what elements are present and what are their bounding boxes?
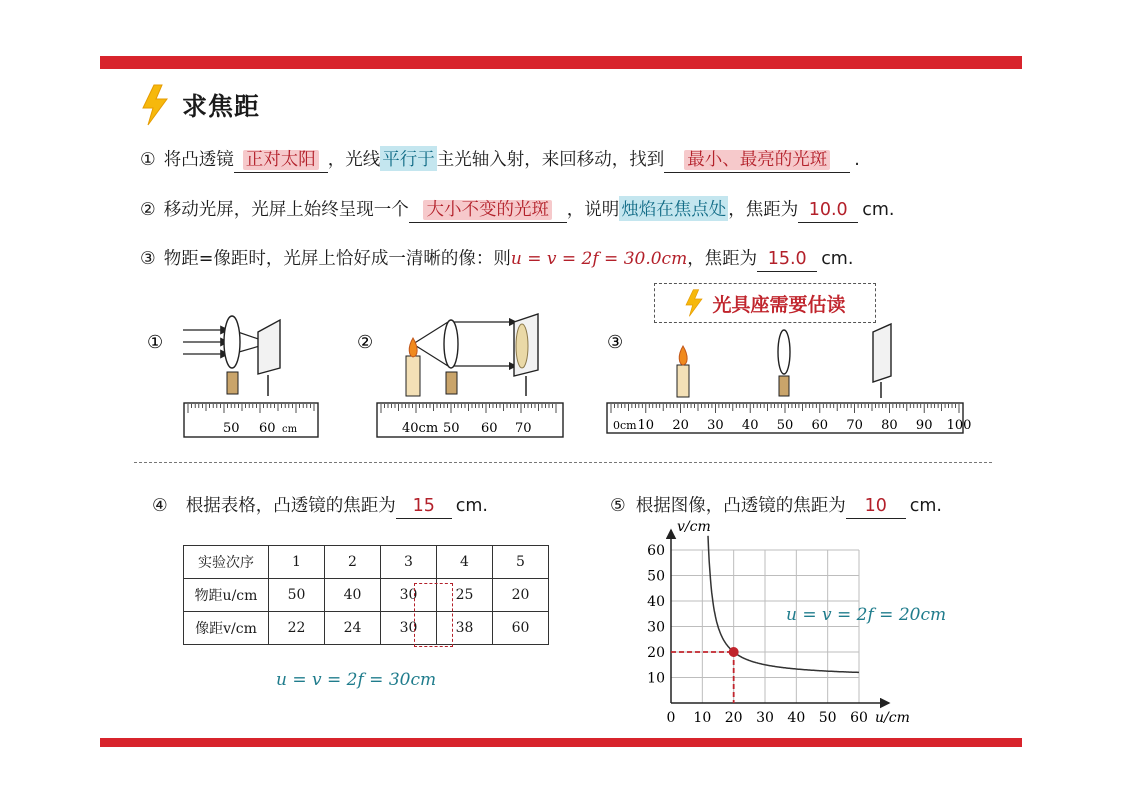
answer-text: 大小不变的光斑	[423, 200, 552, 220]
x-tick-label: 0	[666, 710, 676, 726]
x-tick-label: 50	[818, 710, 837, 726]
unit: cm.	[455, 496, 488, 516]
text: 移动光屏，光屏上始终呈现一个	[163, 200, 409, 220]
text: ，说明	[566, 200, 620, 220]
x-axis-label: u/cm	[875, 710, 910, 726]
x-tick-label: 60	[850, 710, 868, 726]
y-tick-label: 50	[647, 568, 665, 585]
row-label: 像距v/cm	[184, 612, 269, 645]
table-cell: 40	[325, 579, 381, 612]
tick-label: 80	[881, 418, 898, 433]
answer-text: 15	[412, 496, 435, 516]
y-tick-label: 20	[647, 645, 665, 661]
table-cell: 30	[381, 612, 437, 645]
unit: cm.	[862, 200, 895, 220]
answer-text: 正对太阳	[243, 150, 319, 170]
table-cell: 3	[381, 546, 437, 579]
answer-text: 10.0	[808, 200, 848, 220]
text: 主光轴入射，来回移动，找到	[436, 150, 665, 170]
line-number: ②	[140, 200, 156, 220]
tick-label: 40cm	[402, 421, 439, 436]
text: 根据图像，凸透镜的焦距为	[635, 496, 846, 516]
y-tick-label: 10	[647, 670, 665, 687]
y-tick-label: 60	[647, 543, 665, 559]
table-cell: 38	[437, 612, 493, 645]
x-tick-label: 30	[756, 710, 774, 726]
tick-label: 30	[707, 418, 724, 433]
table-cell: 2	[325, 546, 381, 579]
tick-unit: cm	[282, 424, 298, 435]
tick-label: 70	[846, 418, 863, 433]
text: .	[854, 150, 860, 170]
section-number: ④	[152, 496, 168, 516]
diagram-number: ③	[607, 332, 624, 353]
highlight-text: 烛焰在焦点处	[619, 196, 728, 221]
table-cell: 24	[325, 612, 381, 645]
table-cell: 22	[269, 612, 325, 645]
formula: u = v = 2f = 30.0cm	[510, 249, 688, 269]
answer-text: 15.0	[767, 249, 807, 269]
graph-annotation: u = v = 2f = 20cm	[786, 605, 947, 625]
tick-label: 50	[223, 421, 240, 436]
tick-label: 100	[946, 418, 972, 433]
line-number: ①	[140, 150, 156, 170]
tick-label: 90	[915, 418, 933, 433]
unit: cm.	[909, 496, 942, 516]
table-cell: 25	[437, 579, 493, 612]
text: ，焦距为	[728, 200, 799, 220]
tick-label: 60	[811, 418, 829, 433]
table-cell: 30	[381, 579, 437, 612]
tick-label: 40	[741, 418, 759, 433]
diagram-number: ①	[147, 332, 164, 353]
table-cell: 1	[269, 546, 325, 579]
text: ，焦距为	[687, 249, 758, 269]
row-label: 实验次序	[184, 546, 269, 579]
tick-label: 60	[481, 421, 498, 436]
answer-text: 10	[864, 496, 887, 516]
text: 将凸透镜	[163, 150, 234, 170]
tick-label: 0cm	[613, 419, 637, 432]
x-tick-label: 20	[724, 710, 743, 726]
section-number: ⑤	[610, 496, 626, 516]
table-cell: 20	[493, 579, 549, 612]
x-tick-label: 40	[787, 710, 806, 726]
highlight-point	[729, 647, 739, 657]
line-number: ③	[140, 249, 156, 269]
tick-label: 70	[515, 421, 532, 436]
table-cell: 5	[493, 546, 549, 579]
y-axis-label: v/cm	[677, 519, 711, 535]
text: 根据表格，凸透镜的焦距为	[185, 496, 396, 516]
tick-label: 50	[443, 421, 460, 436]
tick-label: 50	[776, 418, 794, 433]
tick-label: 20	[672, 418, 689, 433]
answer-text: 最小、最亮的光斑	[684, 150, 830, 170]
tick-label: 60	[259, 421, 276, 436]
table-cell: 60	[493, 612, 549, 645]
row-label: 物距u/cm	[184, 579, 269, 612]
table-cell: 50	[269, 579, 325, 612]
text: 物距=像距时，光屏上恰好成一清晰的像：则	[163, 249, 511, 269]
table-cell: 4	[437, 546, 493, 579]
tick-label: 10	[637, 418, 655, 433]
text: ，光线	[327, 150, 381, 170]
unit: cm.	[821, 249, 854, 269]
highlight-text: 平行于	[380, 146, 437, 171]
x-tick-label: 10	[693, 710, 712, 726]
page-title: 求焦距	[182, 92, 261, 121]
note-text: 光具座需要估读	[712, 293, 846, 316]
table-formula: u = v = 2f = 30cm	[276, 670, 437, 690]
diagram-number: ②	[357, 332, 374, 353]
y-tick-label: 40	[647, 594, 665, 610]
y-tick-label: 30	[647, 619, 665, 636]
